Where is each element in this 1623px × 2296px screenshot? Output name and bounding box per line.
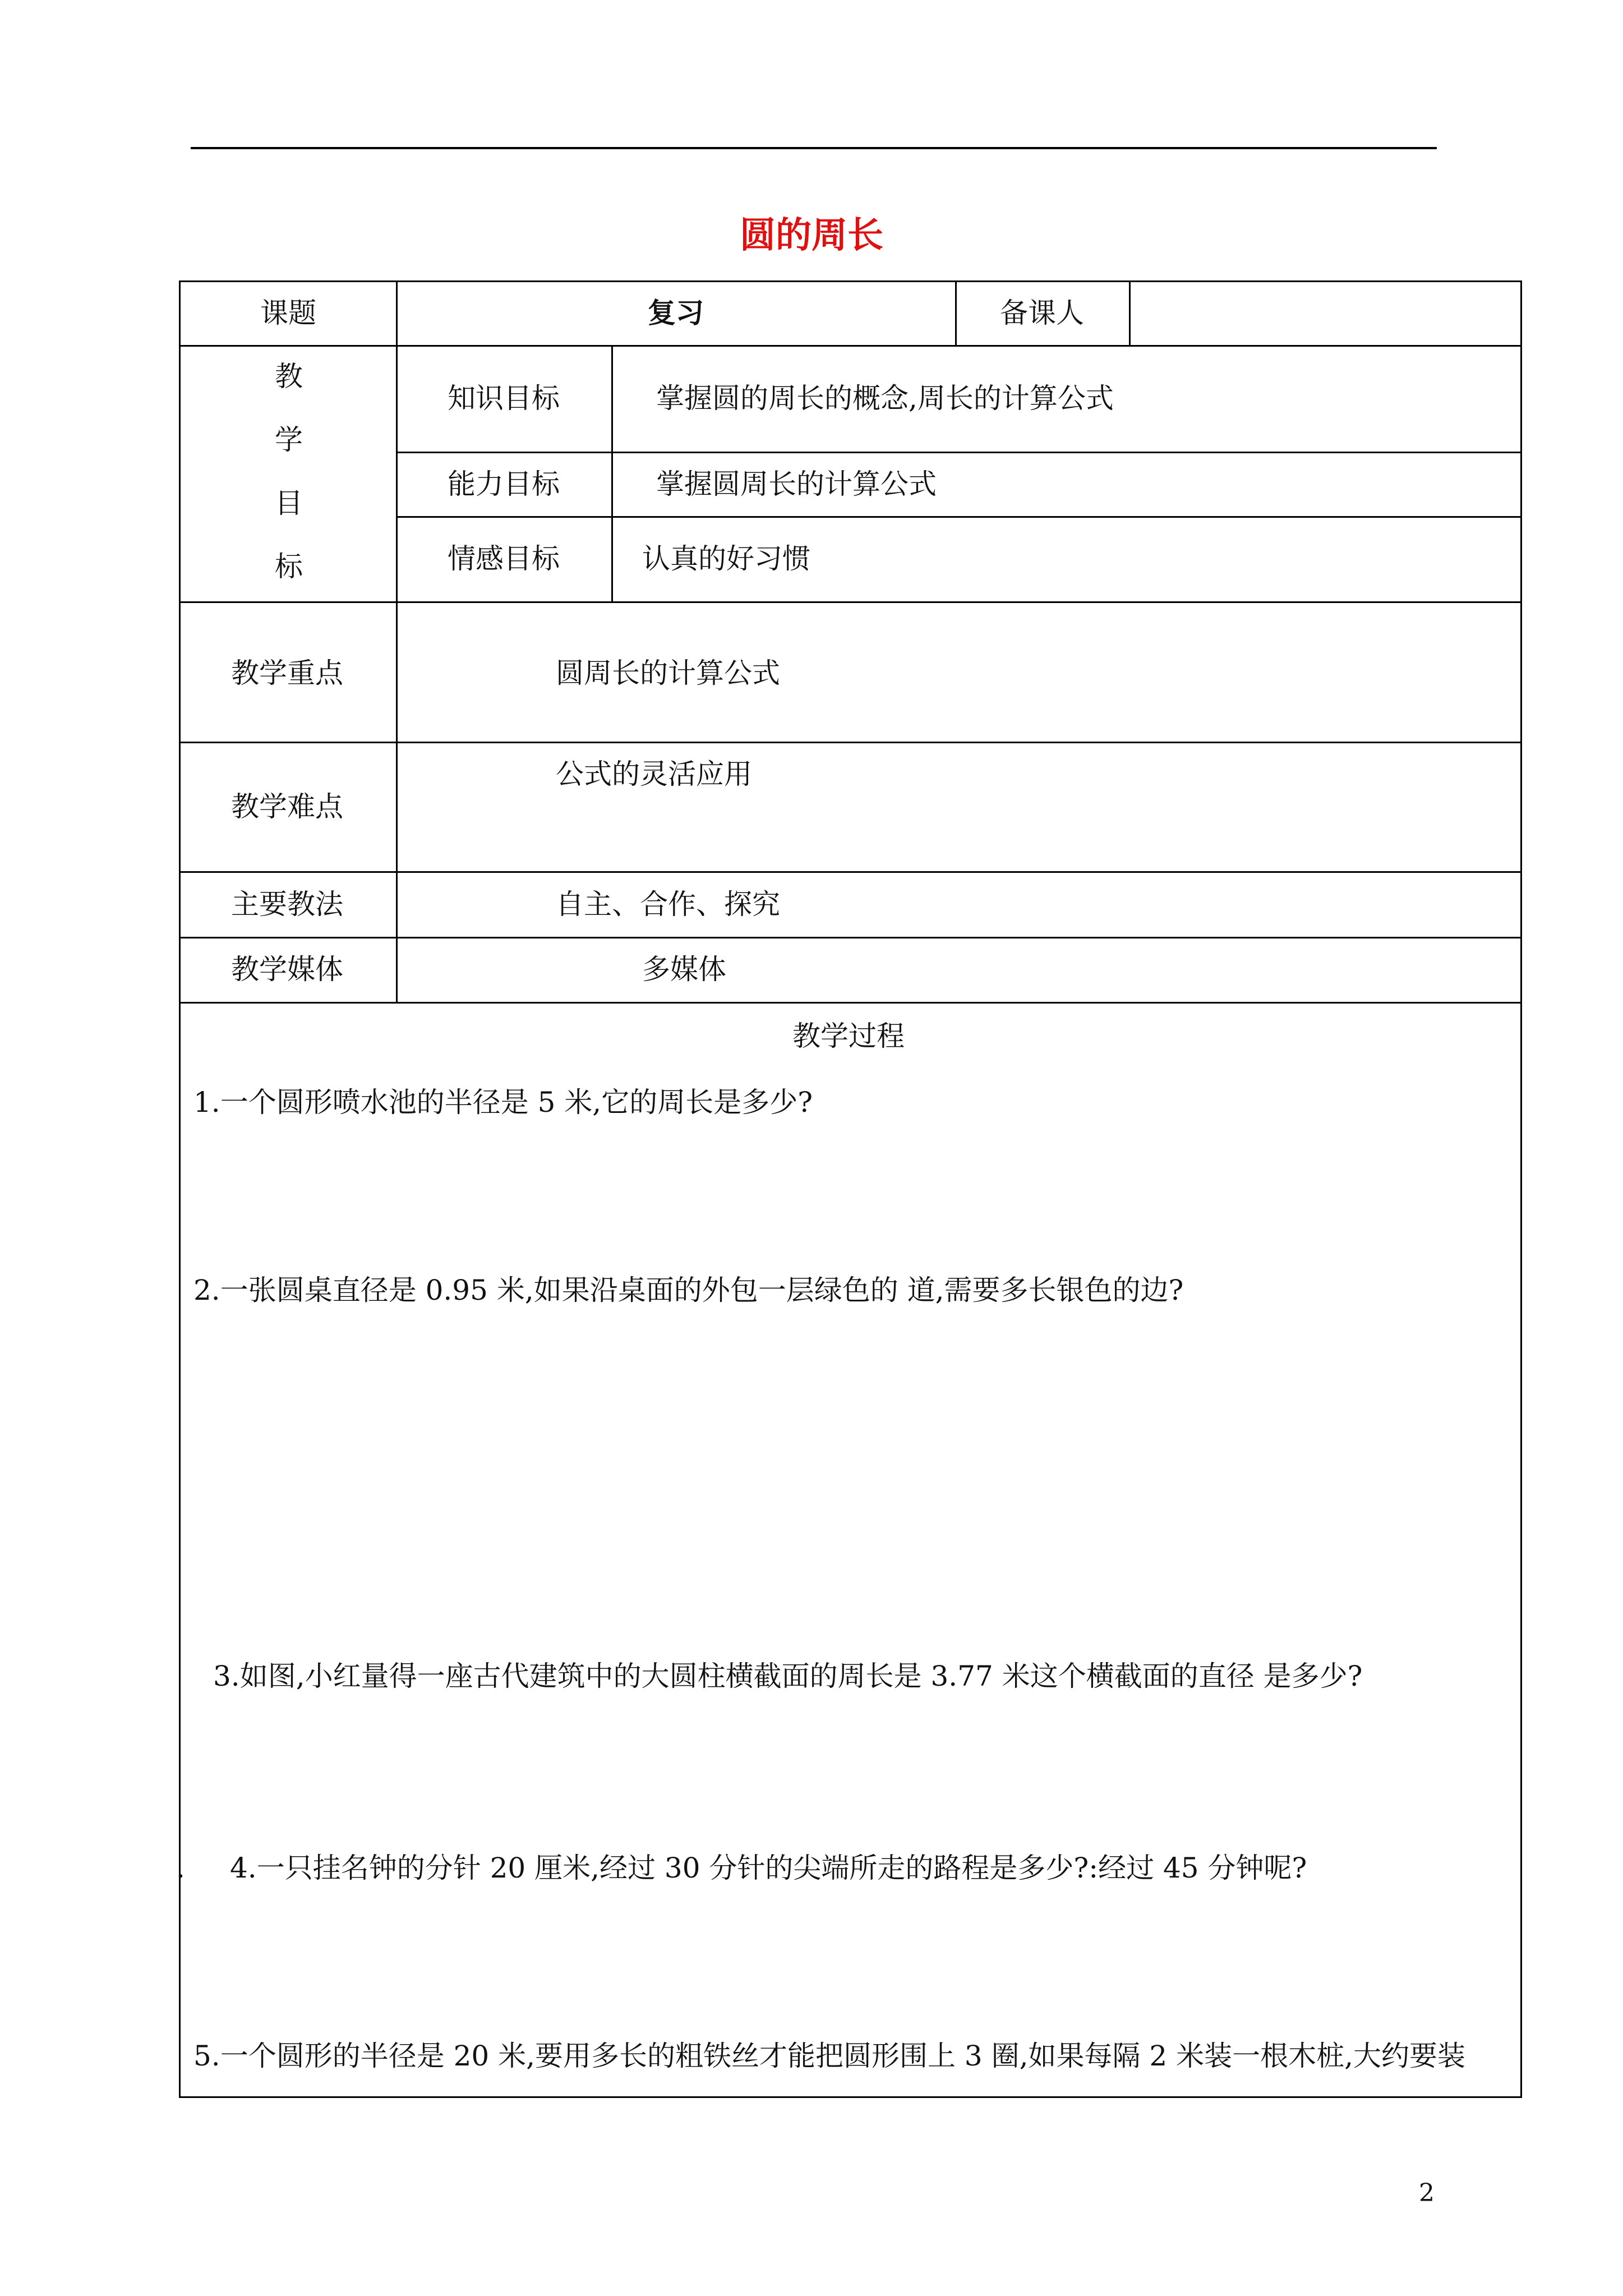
methods-value: 自主、合作、探究 — [556, 888, 780, 921]
table-border-top — [179, 280, 1522, 282]
process-heading: 教学过程 — [792, 1020, 905, 1052]
focus-value: 圆周长的计算公式 — [556, 657, 780, 689]
question-item: 5.一个圆形的半径是 20 米,要用多长的粗铁丝才能把圆形围上 3 圈,如果每隔 2 米装一根木桩,大约要装 — [193, 2040, 1465, 2072]
row-divider — [179, 937, 1522, 938]
question-item: 3.如图,小红量得一座古代建筑中的大圆柱横截面的周长是 3.77 米这个横截面的直径 是多少? — [213, 1660, 1363, 1692]
col-divider — [955, 280, 957, 347]
objectives-label-char: 教 — [275, 360, 303, 393]
col-divider — [611, 345, 613, 603]
emotion-objective-label: 情感目标 — [448, 542, 560, 575]
difficulty-value: 公式的灵活应用 — [556, 758, 752, 790]
table-border-right — [1520, 280, 1522, 2098]
objectives-label-char: 学 — [275, 424, 303, 456]
media-label: 教学媒体 — [231, 953, 343, 986]
header-rule — [191, 147, 1437, 149]
row-divider — [397, 452, 1522, 453]
stray-mark: . — [176, 1852, 185, 1884]
methods-label: 主要教法 — [231, 888, 343, 921]
document-title: 圆的周长 — [740, 214, 883, 256]
ability-objective-value: 掌握圆周长的计算公式 — [656, 468, 937, 500]
focus-label: 教学重点 — [231, 657, 343, 689]
table-border-bottom — [179, 2096, 1522, 2098]
row-divider — [179, 1002, 1522, 1004]
difficulty-label: 教学难点 — [231, 790, 343, 823]
media-value: 多媒体 — [642, 953, 726, 986]
emotion-objective-value: 认真的好习惯 — [642, 542, 810, 575]
col-divider — [1129, 280, 1131, 347]
question-item: 1.一个圆形喷水池的半径是 5 米,它的周长是多少? — [193, 1086, 813, 1119]
objectives-label-char: 标 — [275, 550, 303, 583]
row-divider — [179, 871, 1522, 873]
objectives-label-char: 目 — [275, 487, 303, 519]
question-item: 2.一张圆桌直径是 0.95 米,如果沿桌面的外包一层绿色的 道,需要多长银色的边? — [193, 1274, 1184, 1306]
knowledge-objective-value: 掌握圆的周长的概念,周长的计算公式 — [656, 382, 1114, 415]
table-border-left — [179, 280, 181, 2098]
preparer-label: 备课人 — [1000, 297, 1084, 329]
row-divider — [397, 516, 1522, 518]
row-divider — [179, 601, 1522, 603]
col-divider — [396, 280, 398, 1004]
row-divider — [179, 742, 1522, 743]
topic-label: 课题 — [260, 297, 316, 329]
page-number: 2 — [1419, 2179, 1435, 2207]
question-item: 4.一只挂名钟的分针 20 厘米,经过 30 分针的尖端所走的路程是多少?:经过 45 分钟呢? — [230, 1852, 1307, 1884]
topic-value: 复习 — [648, 296, 704, 329]
row-divider — [179, 345, 1522, 347]
ability-objective-label: 能力目标 — [448, 468, 560, 500]
knowledge-objective-label: 知识目标 — [448, 382, 560, 415]
